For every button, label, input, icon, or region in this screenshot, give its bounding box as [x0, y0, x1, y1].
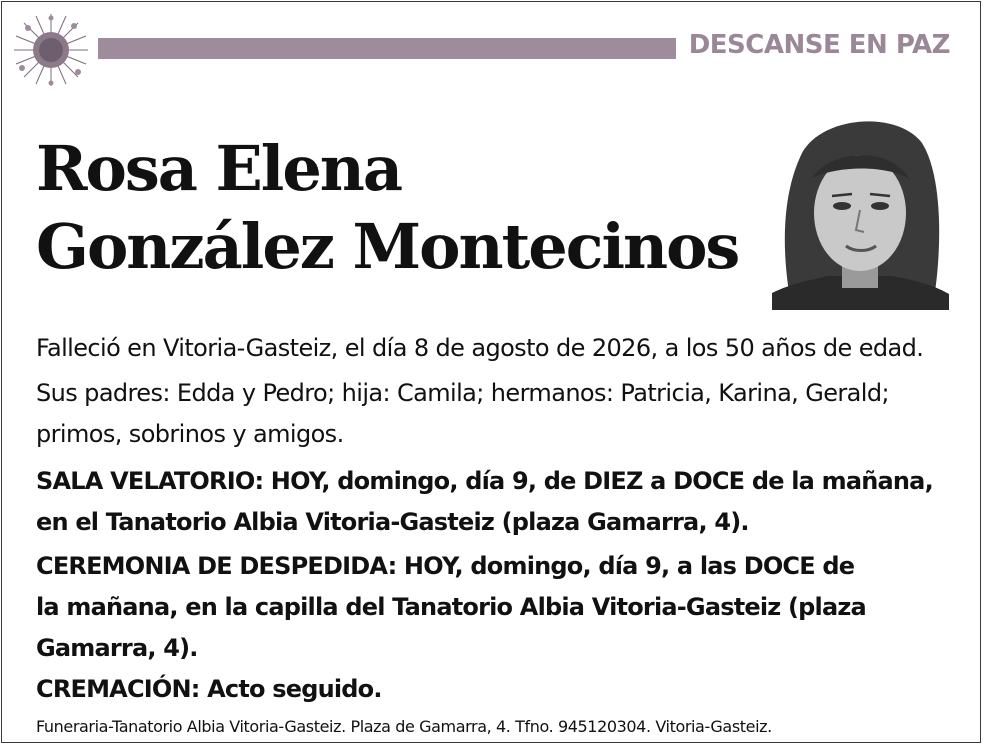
thistle-flower-icon	[8, 10, 94, 90]
wake-line: en el Tanatorio Albia Vitoria-Gasteiz (plaza Gamarra, 4).	[36, 508, 749, 536]
funeral-home-footer: Funeraria-Tanatorio Albia Vitoria-Gasteiz. Plaza de Gamarra, 4. Tfno. 945120304. Vitoria-Gasteiz.	[36, 717, 772, 736]
portrait-photo	[772, 108, 949, 310]
cremation-line: CREMACIÓN: Acto seguido.	[36, 675, 382, 703]
cremation-paragraph	[36, 669, 956, 710]
family-line: Sus padres: Edda y Pedro; hija: Camila; hermanos: Patricia, Karina, Gerald;	[36, 379, 889, 407]
name-first-line: Rosa Elena	[36, 132, 402, 205]
ceremony-line: la mañana, en la capilla del Tanatorio Albia Vitoria-Gasteiz (plaza	[36, 593, 866, 621]
header-label: DESCANSE EN PAZ	[688, 30, 950, 60]
deceased-name	[36, 130, 738, 286]
ceremony-line: CEREMONIA DE DESPEDIDA: HOY, domingo, día 9, a las DOCE de	[36, 552, 855, 580]
wake-paragraph	[36, 461, 956, 543]
death-announcement	[36, 328, 956, 369]
family-paragraph	[36, 373, 956, 455]
wake-line: SALA VELATORIO: HOY, domingo, día 9, de DIEZ a DOCE de la mañana,	[36, 467, 933, 495]
name-second-line: González Montecinos	[36, 210, 739, 283]
ceremony-paragraph	[36, 546, 956, 669]
header-bar	[98, 38, 676, 59]
ceremony-line: Gamarra, 4).	[36, 634, 198, 662]
family-line: primos, sobrinos y amigos.	[36, 420, 344, 448]
death-line: Falleció en Vitoria-Gasteiz, el día 8 de agosto de 2026, a los 50 años de edad.	[36, 334, 924, 362]
